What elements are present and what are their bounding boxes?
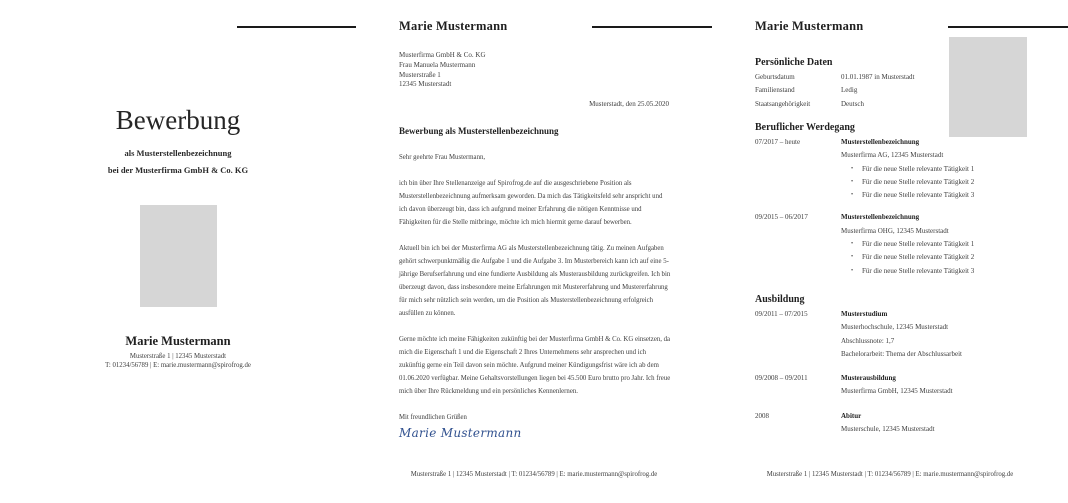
handwritten-signature: Marie Mustermann (399, 426, 522, 440)
education-entry (755, 372, 1027, 399)
education-entry (755, 410, 1027, 437)
cover-subtitle (0, 145, 356, 178)
career-entry-body (841, 136, 1027, 202)
career-bullet-item (841, 238, 1027, 251)
career-entry-period: 09/2015 – 06/2017 (755, 213, 808, 222)
applicant-photo-placeholder (140, 205, 217, 307)
cv-page (712, 0, 1068, 503)
education-entry-degree: Musterausbildung (841, 374, 896, 383)
cv-footer-contact-line: Musterstraße 1 | 12345 Musterstadt | T: 01234/56789 | E: marie.mustermann@spirofrog.de (766, 471, 1014, 478)
career-bullet-text: Für die neue Stelle relevante Tätigkeit 2 (862, 177, 975, 186)
cover-name-block (0, 334, 356, 371)
header-rule-line (592, 26, 712, 28)
section-title-career: Beruflicher Werdegang (755, 122, 855, 133)
section-title-education: Ausbildung (755, 294, 805, 305)
career-section (755, 122, 1027, 278)
personal-data-value: Ledig (841, 86, 858, 95)
career-entry-job-title: Musterstellenbezeichnung (841, 213, 920, 222)
letter-paragraph: Gerne möchte ich meine Fähigkeiten zukünftig bei der Musterfirma GmbH & Co. KG einsetzen, da mich die Eigenschaft 1 und die Eigenschaft 2 Ihres Unternehmens sehr ansprechen und ich zukünftig gerne ein Teil davon sein möchte. Aufgrund meiner Kündigungsfrist wäre ich ab dem 01.06.2020 verfügbar. Meine Gehaltsvorstellungen liegen bei 45.500 Euro brutto pro Jahr. Ich freue mich über Ihre Rückmeldung und ein persönliches Kennenlernen. (399, 336, 671, 395)
personal-data-row (755, 71, 1027, 84)
letter-date-line: Musterstadt, den 25.05.2020 (589, 100, 669, 108)
cover-subtitle-company: bei der Musterfirma GmbH & Co. KG (107, 164, 249, 175)
letter-paragraph: Aktuell bin ich bei der Musterfirma AG als Musterstellenbezeichnung tätig. Zu meinen Aufgaben gehört schwerpunktmäßig die Aufgabe 1 und die Aufgabe 3. Im Musterbereich kann ich auf eine 5-jährige Berufserfahrung und eine fundierte Ausbildung als Musterausbildung zurückgreifen. Ich bin überzeugt davon, dass insbesondere meine Erfahrungen mit Mustererfahrung und Mustererfahrung für mich sehr nützlich sein werden, um die Position als Musterstellenbezeichnung erfolgreich ausfüllen zu können. (399, 245, 671, 317)
career-bullet-text: Für die neue Stelle relevante Tätigkeit 3 (862, 191, 975, 200)
career-entry (755, 211, 1027, 277)
recipient-company: Musterfirma GmbH & Co. KG (399, 51, 486, 59)
personal-data-row (755, 84, 1027, 97)
personal-data-row (755, 98, 1027, 111)
bullet-icon: • (851, 192, 854, 199)
career-bullet-text: Für die neue Stelle relevante Tätigkeit 3 (862, 266, 975, 275)
personal-data-value: 01.01.1987 in Musterstadt (841, 73, 915, 81)
career-entry-organization: Musterfirma AG, 12345 Musterstadt (841, 151, 944, 160)
letter-body (399, 151, 671, 440)
career-bullet-item (841, 189, 1027, 202)
applicant-address-line: Musterstraße 1 | 12345 Musterstadt (129, 353, 227, 360)
career-bullet-item (841, 176, 1027, 189)
career-bullet-item (841, 265, 1027, 278)
career-bullet-item (841, 251, 1027, 264)
career-entry (755, 136, 1027, 202)
personal-data-value: Deutsch (841, 99, 864, 108)
education-section (755, 294, 1027, 436)
career-entry-body (841, 211, 1027, 277)
career-bullet-item (841, 163, 1027, 176)
education-entry-period: 09/2008 – 09/2011 (755, 374, 808, 383)
bullet-icon: • (851, 241, 854, 248)
personal-data-label: Staatsangehörigkeit (755, 99, 811, 108)
letter-footer-contact-line: Musterstraße 1 | 12345 Musterstadt | T: 01234/56789 | E: marie.mustermann@spirofrog.de (410, 471, 658, 478)
recipient-address-block (399, 51, 486, 90)
career-bullet-text: Für die neue Stelle relevante Tätigkeit 1 (862, 164, 975, 173)
recipient-contact-person: Frau Manuela Mustermann (399, 60, 476, 69)
recipient-city: 12345 Musterstadt (399, 80, 452, 89)
education-entry-degree: Musterstudium (841, 310, 888, 318)
letter-header-name: Marie Mustermann (399, 19, 508, 33)
letter-closing: Mit freundlichen Grüßen (399, 414, 467, 421)
career-entry-period: 07/2017 – heute (755, 138, 801, 146)
applicant-contact (0, 352, 356, 371)
education-entry (755, 308, 1027, 361)
cover-title-block (0, 104, 356, 178)
section-title-personal-data: Persönliche Daten (755, 57, 833, 68)
education-entry-body (841, 372, 1027, 399)
education-entry-period: 2008 (755, 411, 769, 420)
letter-salutation: Sehr geehrte Frau Mustermann, (399, 154, 486, 161)
education-entry-thesis: Bachelorarbeit: Thema der Abschlussarbeit (841, 349, 962, 358)
letter-paragraph: ich bin über Ihre Stellenanzeige auf Spirofrog.de auf die ausgeschriebene Position als Musterstellenbezeichnung aufmerksam geworden. Da mich das Tätigkeitsfeld sehr anspricht und ich davon überzeugt bin, dass ich aufgrund meiner Erfahrung die nötigen Kenntnisse und Fähigkeiten für die Stelle mitbringe, möchte ich mich hiermit gerne darauf bewerben. (399, 180, 663, 226)
letter-subject-line: Bewerbung als Musterstellenbezeichnung (399, 126, 559, 136)
education-entry-institution: Musterhochschule, 12345 Musterstadt (841, 323, 949, 332)
bullet-icon: • (851, 254, 854, 261)
bullet-icon: • (851, 178, 854, 185)
career-entry-organization: Musterfirma OHG, 12345 Musterstadt (841, 226, 949, 235)
applicant-name: Marie Mustermann (125, 334, 231, 348)
education-entry-body (841, 308, 1027, 361)
bullet-icon: • (851, 267, 854, 274)
personal-data-label: Familienstand (755, 86, 795, 95)
personal-data-section (755, 57, 1027, 111)
cv-header-name: Marie Mustermann (755, 19, 864, 33)
cover-subtitle-position: als Musterstellenbezeichnung (124, 148, 232, 158)
cover-letter-page (356, 0, 712, 503)
cover-title: Bewerbung (115, 105, 241, 135)
applicant-phone-email-line: T: 01234/56789 | E: marie.mustermann@spirofrog.de (105, 362, 251, 370)
career-bullet-text: Für die neue Stelle relevante Tätigkeit 2 (862, 253, 975, 262)
header-rule-line (948, 26, 1068, 28)
career-entry-job-title: Musterstellenbezeichnung (841, 138, 920, 146)
recipient-street: Musterstraße 1 (399, 70, 441, 79)
education-entry-degree: Abitur (841, 411, 862, 420)
career-bullet-text: Für die neue Stelle relevante Tätigkeit 1 (862, 240, 975, 249)
cover-page (0, 0, 356, 503)
education-entry-grade: Abschlussnote: 1,7 (841, 336, 895, 345)
education-entry-body (841, 410, 1027, 437)
education-entry-institution: Musterschule, 12345 Musterstadt (841, 425, 935, 434)
education-entry-institution: Musterfirma GmbH, 12345 Musterstadt (841, 387, 953, 396)
bullet-icon: • (851, 165, 854, 172)
education-entry-period: 09/2011 – 07/2015 (755, 310, 808, 318)
header-rule-line (237, 26, 356, 28)
personal-data-label: Geburtsdatum (755, 73, 795, 81)
